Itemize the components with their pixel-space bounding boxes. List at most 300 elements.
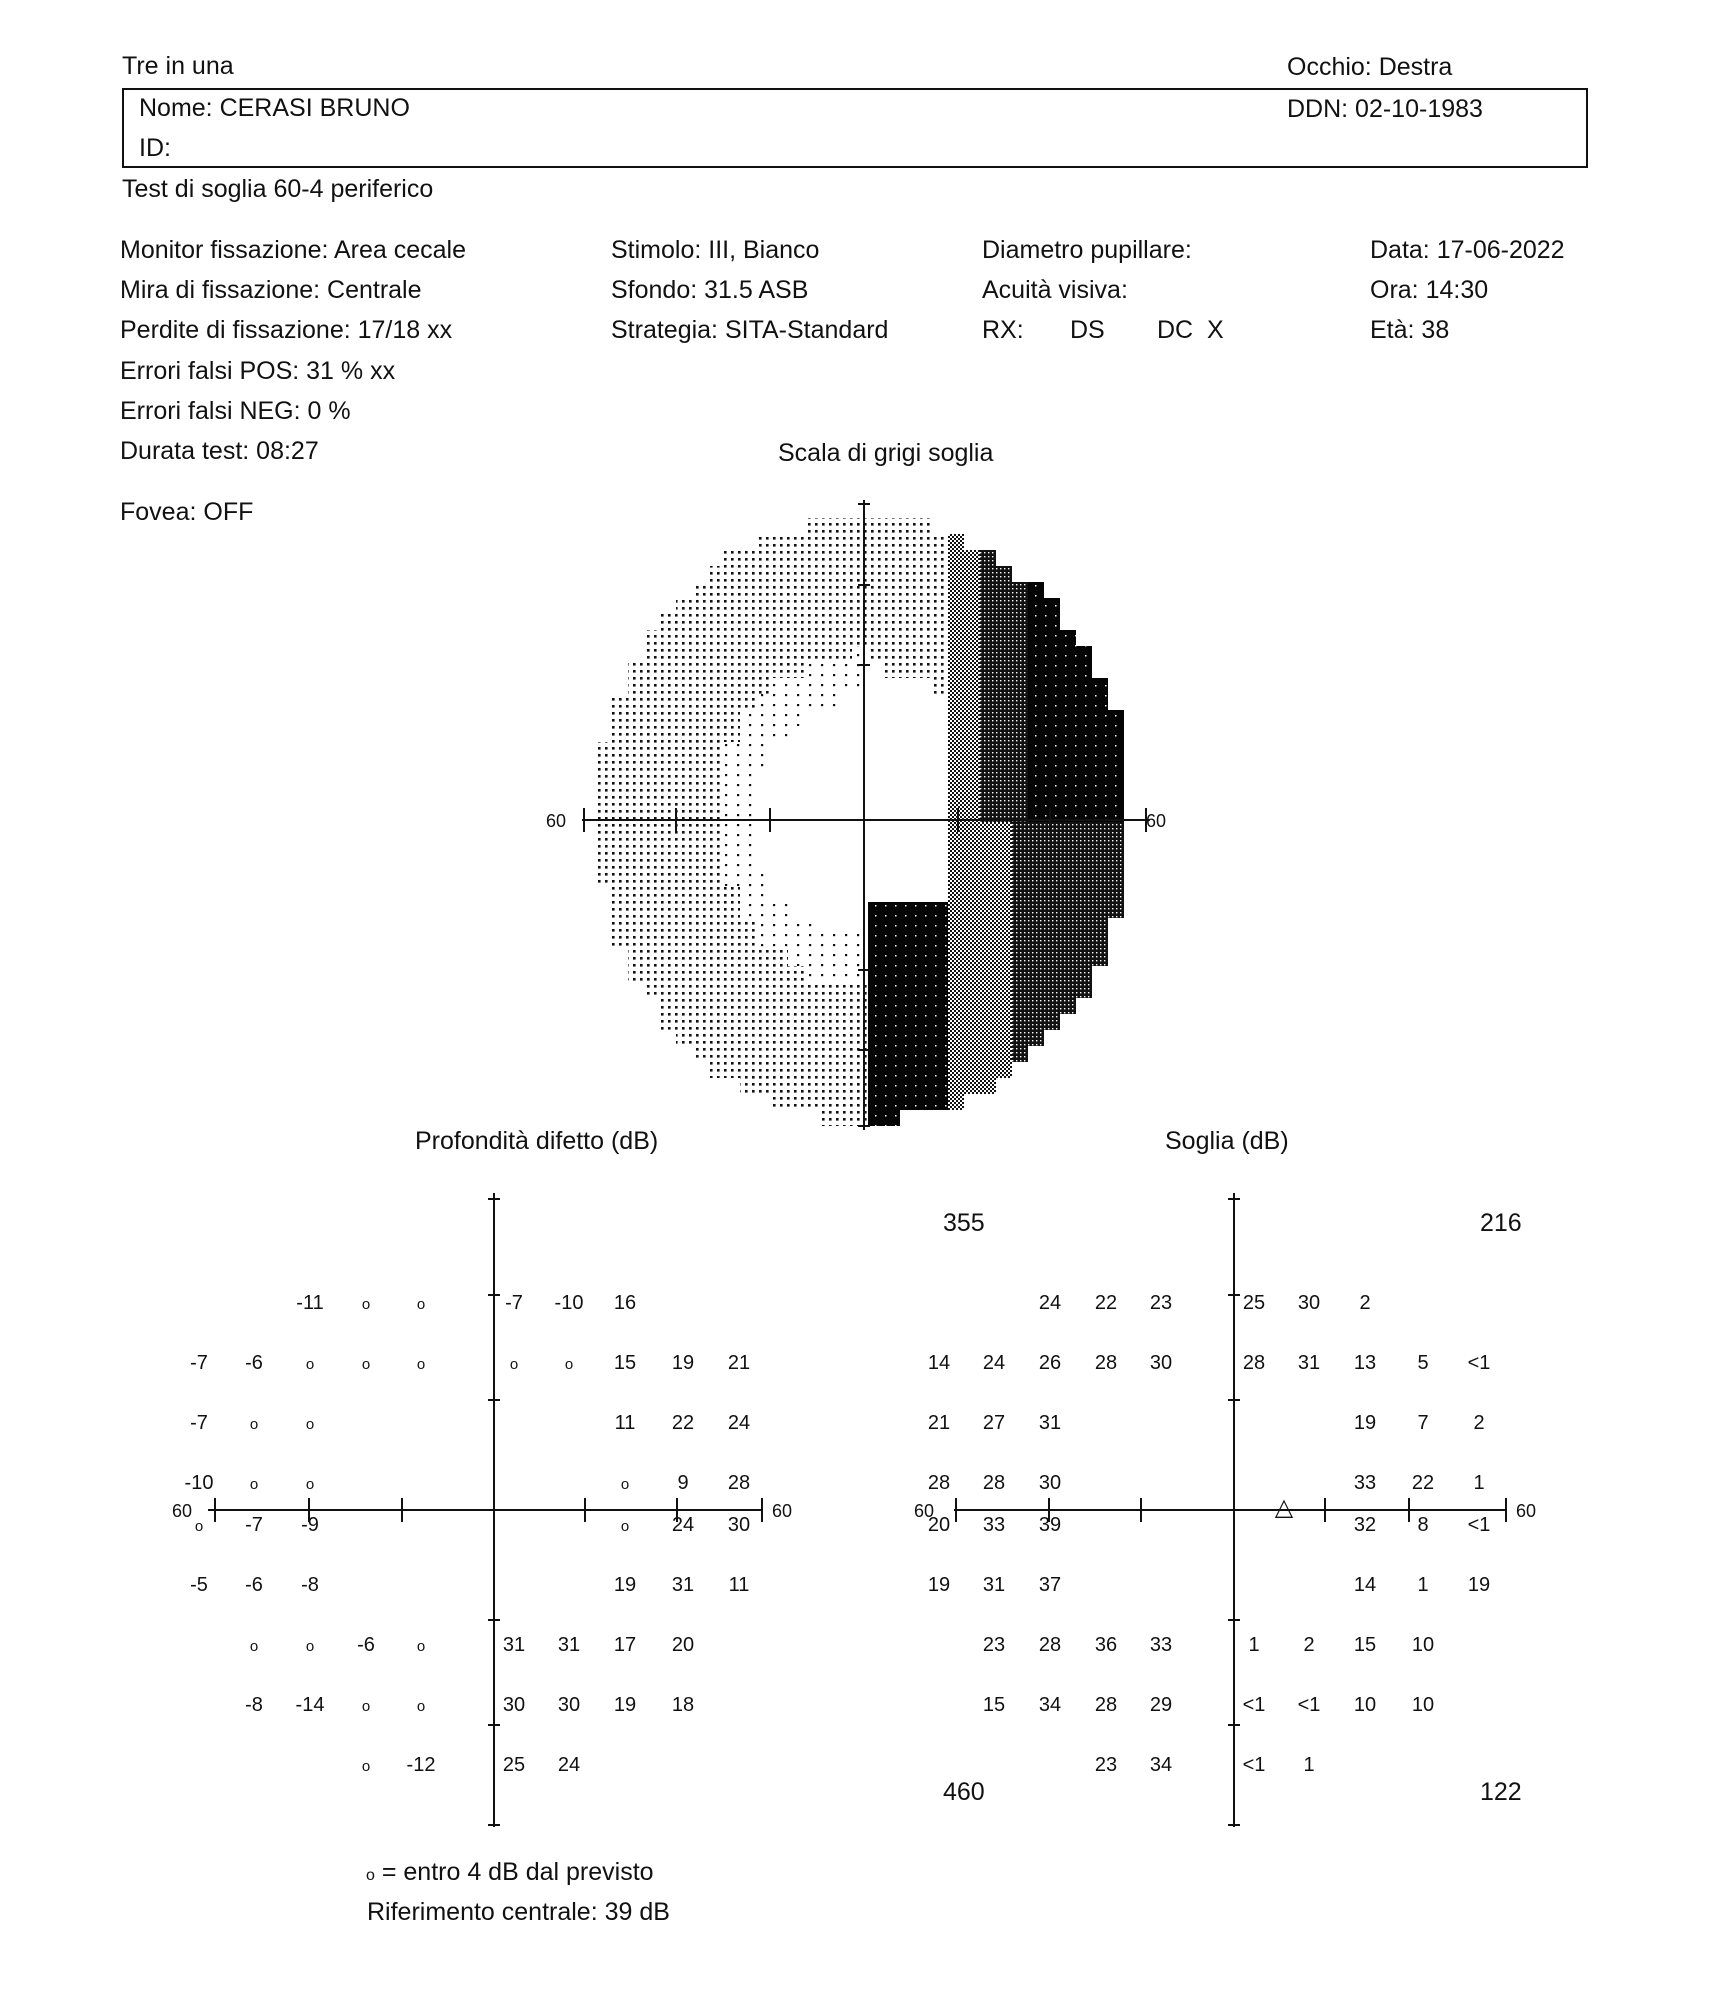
grayscale-cell <box>788 534 804 550</box>
grayscale-cell <box>612 918 628 934</box>
grayscale-cell <box>692 998 708 1014</box>
grayscale-cell <box>772 1094 788 1110</box>
grayscale-cell <box>1076 726 1092 742</box>
grayscale-cell <box>932 582 948 598</box>
grayscale-cell <box>676 902 692 918</box>
grayscale-cell <box>1076 902 1092 918</box>
grayscale-cell <box>980 950 996 966</box>
grayscale-cell <box>756 790 772 806</box>
grayscale-cell <box>1044 918 1060 934</box>
grayscale-cell <box>628 950 644 966</box>
param-rx-dc: DC <box>1157 316 1194 344</box>
grayscale-cell <box>932 918 948 934</box>
grayscale-cell <box>996 934 1012 950</box>
threshold-value: 27 <box>982 1412 1006 1434</box>
grayscale-cell <box>1076 774 1092 790</box>
grayscale-cell <box>804 1094 820 1110</box>
grayscale-cell <box>932 822 948 838</box>
grayscale-cell <box>724 726 740 742</box>
grayscale-cell <box>932 694 948 710</box>
grayscale-cell <box>964 710 980 726</box>
grayscale-cell <box>612 870 628 886</box>
grayscale-cell <box>644 886 660 902</box>
grayscale-cell <box>1044 710 1060 726</box>
grayscale-cell <box>900 886 916 902</box>
grayscale-cell <box>1092 694 1108 710</box>
grayscale-cell <box>916 902 932 918</box>
grayscale-cell <box>1028 1030 1044 1046</box>
grayscale-cell <box>740 694 756 710</box>
grayscale-cell <box>756 662 772 678</box>
grayscale-cell <box>964 838 980 854</box>
grayscale-cell <box>1076 838 1092 854</box>
grayscale-cell <box>916 950 932 966</box>
grayscale-cell <box>980 598 996 614</box>
grayscale-cell <box>980 694 996 710</box>
grayscale-cell <box>900 998 916 1014</box>
grayscale-cell <box>772 1030 788 1046</box>
grayscale-cell <box>660 646 676 662</box>
grayscale-cell <box>932 598 948 614</box>
grayscale-cell <box>932 950 948 966</box>
grayscale-cell <box>772 758 788 774</box>
grayscale-cell <box>884 918 900 934</box>
grayscale-cell <box>1028 1014 1044 1030</box>
threshold-value: 1 <box>1417 1574 1429 1596</box>
grayscale-cell <box>1044 822 1060 838</box>
grayscale-cell <box>900 678 916 694</box>
grayscale-cell <box>1044 870 1060 886</box>
grayscale-cell <box>644 822 660 838</box>
grayscale-cell <box>772 902 788 918</box>
grayscale-cell <box>612 790 628 806</box>
grayscale-cell <box>724 710 740 726</box>
grayscale-cell <box>836 998 852 1014</box>
grayscale-cell <box>1044 902 1060 918</box>
grayscale-cell <box>996 614 1012 630</box>
threshold-value: <1 <box>1297 1694 1321 1716</box>
defect-value: o <box>620 1518 630 1535</box>
grayscale-cell <box>596 790 612 806</box>
grayscale-cell <box>772 598 788 614</box>
grayscale-cell <box>692 1014 708 1030</box>
grayscale-cell <box>900 614 916 630</box>
grayscale-cell <box>916 630 932 646</box>
grayscale-cell <box>948 646 964 662</box>
grayscale-cell <box>660 758 676 774</box>
grayscale-cell <box>692 838 708 854</box>
grayscale-cell <box>772 694 788 710</box>
grayscale-cell <box>596 774 612 790</box>
grayscale-cell <box>644 758 660 774</box>
grayscale-cell <box>948 838 964 854</box>
grayscale-cell <box>1108 758 1124 774</box>
grayscale-cell <box>948 1078 964 1094</box>
grayscale-cell <box>708 1014 724 1030</box>
grayscale-cell <box>756 1078 772 1094</box>
grayscale-cell <box>724 1046 740 1062</box>
grayscale-cell <box>836 870 852 886</box>
grayscale-cell <box>836 662 852 678</box>
defect-value: o <box>194 1518 204 1535</box>
grayscale-cell <box>868 518 884 534</box>
grayscale-cell <box>820 790 836 806</box>
param-pupil: Diametro pupillare: <box>982 236 1192 264</box>
eye-label: Occhio: Destra <box>1287 53 1453 81</box>
grayscale-cell <box>820 902 836 918</box>
grayscale-cell <box>740 710 756 726</box>
grayscale-cell <box>1044 982 1060 998</box>
grayscale-cell <box>756 838 772 854</box>
grayscale-cell <box>1060 694 1076 710</box>
grayscale-cell <box>868 646 884 662</box>
threshold-value: 28 <box>1094 1352 1118 1374</box>
grayscale-cell <box>1028 614 1044 630</box>
grayscale-cell <box>916 566 932 582</box>
grayscale-cell <box>804 918 820 934</box>
grayscale-cell <box>916 1046 932 1062</box>
grayscale-cell <box>1076 822 1092 838</box>
grayscale-cell <box>980 870 996 886</box>
grayscale-cell <box>884 966 900 982</box>
grayscale-cell <box>852 822 868 838</box>
grayscale-cell <box>708 710 724 726</box>
grayscale-cell <box>852 550 868 566</box>
grayscale-cell <box>884 550 900 566</box>
grayscale-axis-label-right: 60 <box>1146 811 1167 831</box>
grayscale-cell <box>1012 790 1028 806</box>
threshold-value: 8 <box>1417 1514 1429 1536</box>
defect-value: 9 <box>677 1472 689 1494</box>
grayscale-cell <box>612 742 628 758</box>
grayscale-cell <box>724 966 740 982</box>
threshold-value: 30 <box>1297 1292 1321 1314</box>
grayscale-cell <box>1044 966 1060 982</box>
grayscale-cell <box>964 918 980 934</box>
grayscale-cell <box>724 998 740 1014</box>
grayscale-cell <box>772 838 788 854</box>
grayscale-cell <box>868 678 884 694</box>
grayscale-cell <box>692 598 708 614</box>
grayscale-cell <box>804 694 820 710</box>
grayscale-cell <box>804 934 820 950</box>
grayscale-cell <box>884 598 900 614</box>
grayscale-cell <box>916 774 932 790</box>
grayscale-cell <box>740 998 756 1014</box>
grayscale-cell <box>628 726 644 742</box>
grayscale-cell <box>772 918 788 934</box>
grayscale-cell <box>964 934 980 950</box>
grayscale-cell <box>948 550 964 566</box>
grayscale-cell <box>596 870 612 886</box>
grayscale-cell <box>644 694 660 710</box>
grayscale-cell <box>660 966 676 982</box>
grayscale-cell <box>836 774 852 790</box>
grayscale-cell <box>1028 694 1044 710</box>
defect-value: 24 <box>671 1514 695 1536</box>
grayscale-cell <box>932 614 948 630</box>
grayscale-cell <box>772 1046 788 1062</box>
grayscale-cell <box>740 982 756 998</box>
grayscale-cell <box>900 1062 916 1078</box>
threshold-axis-label-right: 60 <box>1516 1501 1537 1521</box>
grayscale-cell <box>884 870 900 886</box>
grayscale-cell <box>772 1062 788 1078</box>
grayscale-cell <box>916 918 932 934</box>
grayscale-cell <box>900 902 916 918</box>
grayscale-cell <box>756 982 772 998</box>
grayscale-cell <box>1028 726 1044 742</box>
grayscale-cell <box>1012 614 1028 630</box>
grayscale-cell <box>1108 838 1124 854</box>
grayscale-cell <box>676 598 692 614</box>
grayscale-cell <box>932 710 948 726</box>
grayscale-cell <box>644 678 660 694</box>
grayscale-cell <box>708 614 724 630</box>
grayscale-cell <box>884 886 900 902</box>
grayscale-cell <box>836 598 852 614</box>
grayscale-cell <box>660 742 676 758</box>
grayscale-cell <box>868 742 884 758</box>
defect-axis-label-left: 60 <box>172 1501 193 1521</box>
grayscale-cell <box>788 774 804 790</box>
grayscale-cell <box>676 822 692 838</box>
grayscale-cell <box>996 662 1012 678</box>
quadrant-total-top-right: 216 <box>1480 1209 1522 1237</box>
grayscale-cell <box>916 758 932 774</box>
grayscale-cell <box>868 598 884 614</box>
threshold-value: 34 <box>1038 1694 1062 1716</box>
grayscale-cell <box>1012 758 1028 774</box>
grayscale-cell <box>980 678 996 694</box>
grayscale-cell <box>804 1078 820 1094</box>
grayscale-cell <box>996 1030 1012 1046</box>
grayscale-cell <box>852 598 868 614</box>
grayscale-cell <box>644 790 660 806</box>
grayscale-cell <box>1012 998 1028 1014</box>
grayscale-cell <box>964 854 980 870</box>
grayscale-cell <box>660 726 676 742</box>
grayscale-cell <box>788 902 804 918</box>
grayscale-cell <box>996 790 1012 806</box>
grayscale-cell <box>836 902 852 918</box>
grayscale-cell <box>644 774 660 790</box>
grayscale-cell <box>756 742 772 758</box>
grayscale-cell <box>676 854 692 870</box>
grayscale-cell <box>948 742 964 758</box>
grayscale-cell <box>932 1078 948 1094</box>
grayscale-cell <box>900 598 916 614</box>
grayscale-cell <box>756 886 772 902</box>
grayscale-cell <box>900 950 916 966</box>
grayscale-cell <box>900 934 916 950</box>
grayscale-cell <box>692 726 708 742</box>
grayscale-cell <box>676 694 692 710</box>
grayscale-cell <box>820 822 836 838</box>
grayscale-cell <box>836 710 852 726</box>
grayscale-cell <box>1092 710 1108 726</box>
threshold-value: 30 <box>1149 1352 1173 1374</box>
defect-value: o <box>361 1296 371 1313</box>
grayscale-cell <box>692 854 708 870</box>
grayscale-cell <box>964 550 980 566</box>
grayscale-cell <box>724 774 740 790</box>
grayscale-cell <box>724 982 740 998</box>
grayscale-cell <box>1012 918 1028 934</box>
grayscale-cell <box>916 886 932 902</box>
grayscale-cell <box>1028 838 1044 854</box>
grayscale-cell <box>756 614 772 630</box>
grayscale-cell <box>692 1046 708 1062</box>
grayscale-cell <box>740 614 756 630</box>
defect-value: o <box>416 1356 426 1373</box>
grayscale-cell <box>820 758 836 774</box>
grayscale-cell <box>724 678 740 694</box>
grayscale-cell <box>868 566 884 582</box>
grayscale-cell <box>676 870 692 886</box>
grayscale-cell <box>788 646 804 662</box>
grayscale-cell <box>868 950 884 966</box>
grayscale-cell <box>1108 886 1124 902</box>
grayscale-cell <box>804 742 820 758</box>
grayscale-cell <box>676 758 692 774</box>
patient-dob: DDN: 02-10-1983 <box>1287 95 1483 123</box>
defect-value: 31 <box>671 1574 695 1596</box>
grayscale-cell <box>788 1062 804 1078</box>
grayscale-cell <box>612 886 628 902</box>
grayscale-cell <box>788 630 804 646</box>
grayscale-cell <box>1044 934 1060 950</box>
grayscale-cell <box>996 694 1012 710</box>
threshold-value: 31 <box>1297 1352 1321 1374</box>
grayscale-cell <box>628 678 644 694</box>
grayscale-cell <box>932 1014 948 1030</box>
defect-value: -9 <box>301 1514 319 1536</box>
grayscale-cell <box>804 534 820 550</box>
grayscale-cell <box>932 854 948 870</box>
grayscale-cell <box>740 838 756 854</box>
grayscale-cell <box>804 822 820 838</box>
grayscale-cell <box>980 1014 996 1030</box>
patient-id: ID: <box>139 134 171 162</box>
grayscale-cell <box>628 774 644 790</box>
grayscale-cell <box>836 534 852 550</box>
grayscale-cell <box>1092 726 1108 742</box>
grayscale-cell <box>788 550 804 566</box>
grayscale-cell <box>852 982 868 998</box>
threshold-value: 31 <box>982 1574 1006 1596</box>
grayscale-cell <box>788 998 804 1014</box>
grayscale-cell <box>692 950 708 966</box>
defect-value: o <box>305 1638 315 1655</box>
grayscale-cell <box>1092 822 1108 838</box>
grayscale-cell <box>916 1078 932 1094</box>
grayscale-cell <box>852 934 868 950</box>
grayscale-cell <box>948 902 964 918</box>
grayscale-cell <box>1044 646 1060 662</box>
grayscale-cell <box>1108 822 1124 838</box>
grayscale-cell <box>660 614 676 630</box>
grayscale-cell <box>788 1078 804 1094</box>
grayscale-cell <box>708 566 724 582</box>
defect-value: 30 <box>502 1694 526 1716</box>
grayscale-cell <box>884 902 900 918</box>
grayscale-cell <box>740 566 756 582</box>
grayscale-cell <box>964 1078 980 1094</box>
grayscale-cell <box>916 678 932 694</box>
defect-value: 24 <box>727 1412 751 1434</box>
grayscale-cell <box>916 646 932 662</box>
grayscale-cell <box>772 614 788 630</box>
defect-value: o <box>361 1356 371 1373</box>
grayscale-cell <box>996 582 1012 598</box>
grayscale-cell <box>996 998 1012 1014</box>
grayscale-cell <box>820 662 836 678</box>
threshold-value: <1 <box>1467 1352 1491 1374</box>
grayscale-cell <box>996 854 1012 870</box>
grayscale-cell <box>1012 582 1028 598</box>
grayscale-cell <box>836 822 852 838</box>
grayscale-cell <box>996 678 1012 694</box>
grayscale-cell <box>676 950 692 966</box>
grayscale-cell <box>1076 678 1092 694</box>
grayscale-cell <box>676 1030 692 1046</box>
grayscale-cell <box>708 934 724 950</box>
grayscale-cell <box>884 1094 900 1110</box>
grayscale-cell <box>756 550 772 566</box>
grayscale-cell <box>724 950 740 966</box>
grayscale-cell <box>996 758 1012 774</box>
threshold-value: 31 <box>1038 1412 1062 1434</box>
grayscale-cell <box>820 966 836 982</box>
grayscale-cell <box>1044 1014 1060 1030</box>
grayscale-cell <box>644 838 660 854</box>
grayscale-cell <box>692 678 708 694</box>
threshold-value: 39 <box>1038 1514 1062 1536</box>
grayscale-cell <box>1076 742 1092 758</box>
defect-value: -14 <box>295 1694 325 1716</box>
threshold-plot <box>900 1185 1540 1835</box>
grayscale-cell <box>660 950 676 966</box>
grayscale-cell <box>1060 870 1076 886</box>
param-rx-x: X <box>1207 316 1224 344</box>
grayscale-cell <box>708 1046 724 1062</box>
grayscale-cell <box>884 742 900 758</box>
grayscale-cell <box>980 886 996 902</box>
grayscale-cell <box>900 518 916 534</box>
grayscale-cell <box>820 886 836 902</box>
defect-value: o <box>620 1476 630 1493</box>
grayscale-cell <box>1076 758 1092 774</box>
grayscale-cell <box>740 950 756 966</box>
grayscale-cell <box>724 582 740 598</box>
grayscale-cell <box>1044 662 1060 678</box>
grayscale-cell <box>980 1030 996 1046</box>
grayscale-cell <box>708 598 724 614</box>
grayscale-cell <box>724 838 740 854</box>
grayscale-cell <box>724 614 740 630</box>
grayscale-cell <box>788 918 804 934</box>
grayscale-cell <box>660 838 676 854</box>
grayscale-cell <box>932 742 948 758</box>
grayscale-cell <box>964 822 980 838</box>
grayscale-cell <box>868 630 884 646</box>
grayscale-cell <box>964 998 980 1014</box>
grayscale-cell <box>1108 902 1124 918</box>
grayscale-cell <box>820 1046 836 1062</box>
grayscale-cell <box>948 854 964 870</box>
grayscale-cell <box>772 630 788 646</box>
